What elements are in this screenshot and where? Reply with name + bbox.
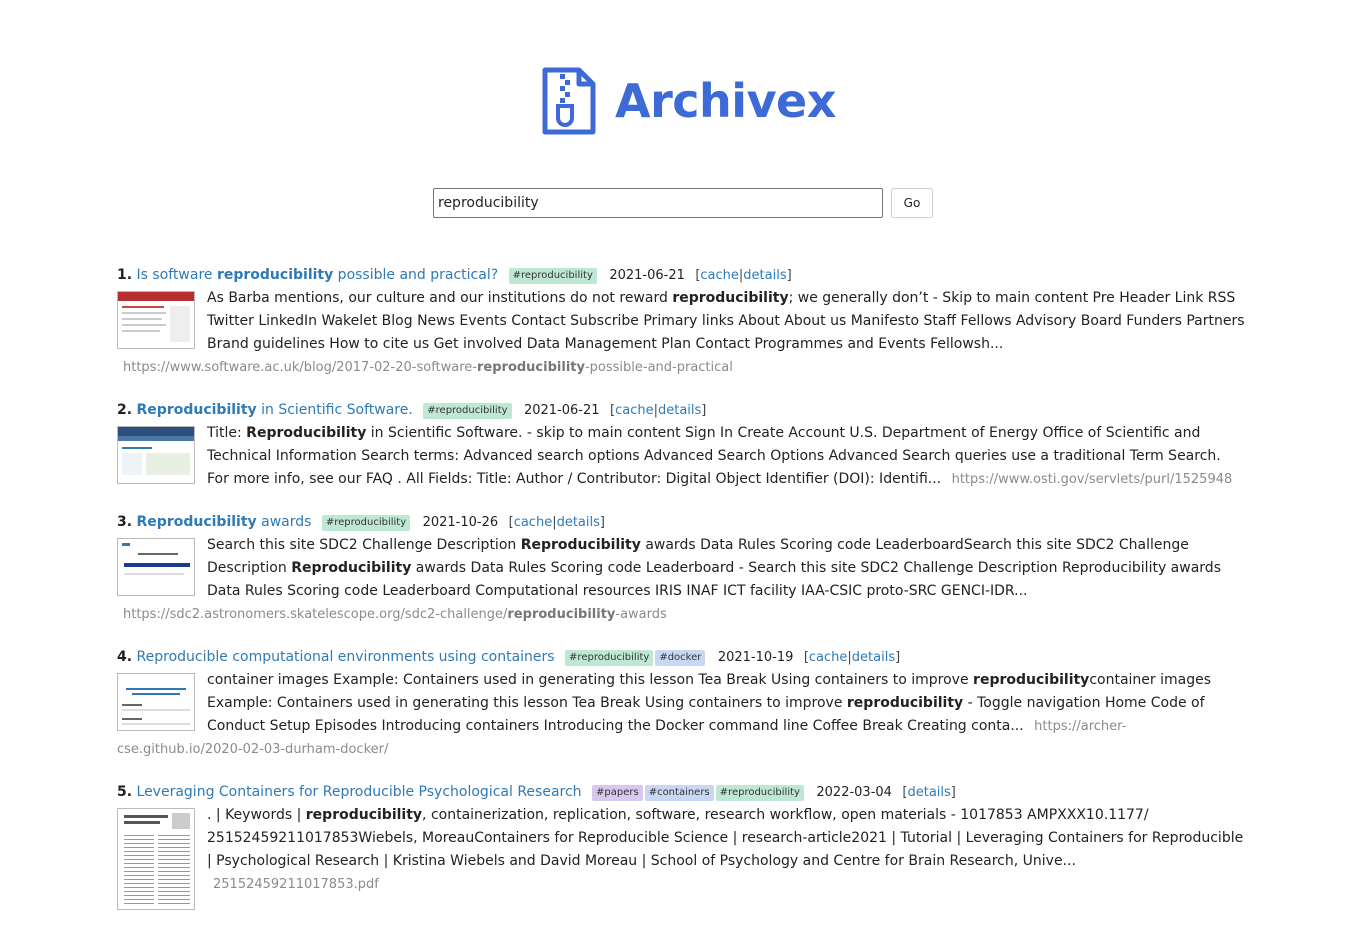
result-rank: 2.	[117, 402, 133, 418]
snippet-text: As Barba mentions, our culture and our institutions do not reward	[207, 290, 673, 306]
result-rank: 4.	[117, 649, 133, 665]
result-url[interactable]: 25152459211017853.pdf	[213, 877, 379, 892]
result-links: [cache|details]	[695, 268, 792, 283]
url-text: https://sdc2.astronomers.skatelescope.org/sdc2-challenge/	[123, 607, 508, 622]
details-link[interactable]: details	[743, 268, 787, 283]
cache-link[interactable]: cache	[700, 268, 739, 283]
url-highlight: reproducibility	[507, 607, 616, 622]
result-header	[117, 646, 1247, 669]
title-text: in Scientific Software.	[256, 402, 413, 418]
title-highlight: Reproducibility	[136, 402, 257, 418]
details-link[interactable]: details	[556, 515, 600, 530]
result-date: 2021-06-21	[523, 403, 600, 418]
result-url[interactable]: https://www.osti.gov/servlets/purl/1525948	[951, 472, 1233, 487]
details-link[interactable]: details	[657, 403, 702, 418]
results-list	[117, 264, 1247, 930]
result-rank: 3.	[117, 514, 133, 530]
page-thumbnail[interactable]	[117, 291, 195, 349]
snippet-highlight: Reproducibility	[520, 537, 641, 553]
result-links: [cache|details]	[803, 650, 901, 665]
tag-badge[interactable]: #reproducibility	[322, 515, 410, 531]
result-url[interactable]: https://archer-cse.github.io/2020-02-03-durham-docker/	[117, 719, 1127, 757]
result-url[interactable]	[123, 360, 733, 375]
page-thumbnail[interactable]	[117, 538, 195, 596]
title-text: Is software	[136, 267, 217, 283]
result-date: 2021-10-19	[717, 650, 794, 665]
cache-link[interactable]: cache	[513, 515, 553, 530]
result-title-link[interactable]	[137, 514, 312, 530]
title-text: awards	[256, 514, 312, 530]
go-button[interactable]: Go	[891, 188, 933, 218]
result-title-link[interactable]: Leveraging Containers for Reproducible Psychological Research	[136, 784, 582, 800]
result-links: [details]	[902, 785, 956, 800]
tag-badge[interactable]: #containers	[645, 785, 714, 801]
details-link[interactable]: details	[851, 650, 896, 665]
url-text: -possible-and-practical	[584, 360, 733, 375]
result-header	[117, 399, 1247, 422]
snippet-text: . | Keywords |	[207, 807, 306, 823]
snippet-text: container images Example: Containers used in generating this lesson Tea Break Using containers to improve	[207, 672, 1211, 711]
result-header	[117, 511, 1247, 534]
next-result-partial	[117, 906, 857, 912]
pdf-thumbnail[interactable]	[117, 808, 195, 910]
app-title: Archivex	[615, 74, 836, 128]
snippet-text: , containerization, replication, software, research workflow, open materials - 1017853 AMPXXX10.1177/ 25152459211017853Wiebels, MoreauContainers for Reproducible Science | research-article2021 | Tutorial | Leveraging Containers for Reproducible | Psychological Research | Kristina Wiebels and David Moreau | School of Psychology and Centre for Brain Research, Unive...	[207, 807, 1244, 869]
result-item	[117, 646, 1247, 761]
result-header	[117, 264, 1247, 287]
snippet-text: container images Example: Containers used in generating this lesson Tea Break Using containers to improve	[207, 672, 974, 688]
tag-badge[interactable]: #papers	[592, 785, 643, 801]
result-body	[117, 669, 1247, 761]
result-date: 2022-03-04	[816, 785, 892, 800]
title-text: possible and practical?	[333, 267, 499, 283]
result-date: 2021-06-21	[609, 268, 685, 283]
snippet-text: awards Data Rules Scoring code LeaderboardSearch this site SDC2 Challenge Description	[207, 537, 1189, 576]
snippet-highlight: Reproducibility	[246, 425, 367, 441]
logo[interactable]	[539, 66, 836, 136]
snippet-text: ; we generally don’t - Skip to main content Pre Header Link RSS Twitter LinkedIn Wakelet Blog News Events Contact Subscribe Primary links About About us Manifesto Staff Fellows Advisory Board Funders Partners Brand guidelines How to cite us Get involved Data Management Plan Contact Programmes and Events Fellowsh...	[207, 290, 1245, 352]
result-title-link[interactable]: Reproducible computational environments using containers	[136, 649, 555, 665]
result-item	[117, 511, 1247, 626]
tag-badge[interactable]: #docker	[655, 650, 705, 666]
result-rank: 1.	[117, 267, 133, 283]
tag-badge[interactable]: #reproducibility	[565, 650, 653, 666]
result-header	[117, 781, 1247, 804]
result-url[interactable]	[123, 607, 667, 622]
snippet-text: awards Data Rules Scoring code Leaderboard - Search this site SDC2 Challenge Description Reproducibility awards Data Rules Scoring code Leaderboard Computational resources IRIS INAF ICT facility IAA-CSIC proto-SRC GENCI-IDR...	[207, 560, 1221, 599]
title-highlight: reproducibility	[216, 267, 334, 283]
snippet-highlight: reproducibility	[305, 807, 423, 823]
page-thumbnail[interactable]	[117, 673, 195, 731]
snippet-highlight: Reproducibility	[291, 560, 412, 576]
snippet-text: in Scientific Software. - skip to main content Sign In Create Account U.S. Department of Energy Office of Scientific and Technical Information Search terms: Advanced search options Advanced Search Options Advanced Search queries use a traditional Term Search. For more info, see our FAQ . All Fields: Title: Author / Contributor: Digital Object Identifier (DOI): Identifi...	[207, 425, 1221, 487]
details-link[interactable]: details	[907, 785, 951, 800]
search-form	[433, 188, 933, 218]
tag-badge[interactable]: #reproducibility	[423, 403, 511, 419]
result-title-link[interactable]	[137, 267, 499, 283]
result-rank: 5.	[117, 784, 133, 800]
page-thumbnail[interactable]	[117, 426, 195, 484]
result-title-link[interactable]	[137, 402, 413, 418]
result-links: [cache|details]	[610, 403, 707, 418]
result-body	[117, 287, 1247, 379]
header	[0, 66, 1367, 138]
url-text: -awards	[615, 607, 667, 622]
result-body	[117, 534, 1247, 626]
result-item	[117, 399, 1247, 491]
zip-file-icon	[539, 66, 599, 136]
title-highlight: Reproducibility	[136, 514, 257, 530]
tag-badge[interactable]: #reproducibility	[716, 785, 804, 801]
snippet-highlight: reproducibility	[973, 672, 1090, 688]
snippet-text: Search this site SDC2 Challenge Description	[207, 537, 521, 553]
snippet-text: Title:	[207, 425, 247, 441]
cache-link[interactable]: cache	[615, 403, 654, 418]
snippet-text: - Toggle navigation Home Code of Conduct Setup Episodes Introducing containers Introducing the Docker command line Coffee Break Creating conta...	[207, 695, 1205, 734]
result-links: [cache|details]	[508, 515, 605, 530]
result-body	[117, 804, 1247, 910]
result-body	[117, 422, 1247, 491]
snippet-highlight: reproducibility	[846, 695, 964, 711]
result-item	[117, 781, 1247, 910]
result-item	[117, 264, 1247, 379]
url-text: https://www.software.ac.uk/blog/2017-02-20-software-	[123, 360, 477, 375]
search-input[interactable]	[433, 188, 883, 218]
tag-badge[interactable]: #reproducibility	[509, 268, 597, 284]
snippet-highlight: reproducibility	[672, 290, 789, 306]
url-highlight: reproducibility	[477, 360, 585, 375]
result-date: 2021-10-26	[422, 515, 499, 530]
cache-link[interactable]: cache	[808, 650, 848, 665]
